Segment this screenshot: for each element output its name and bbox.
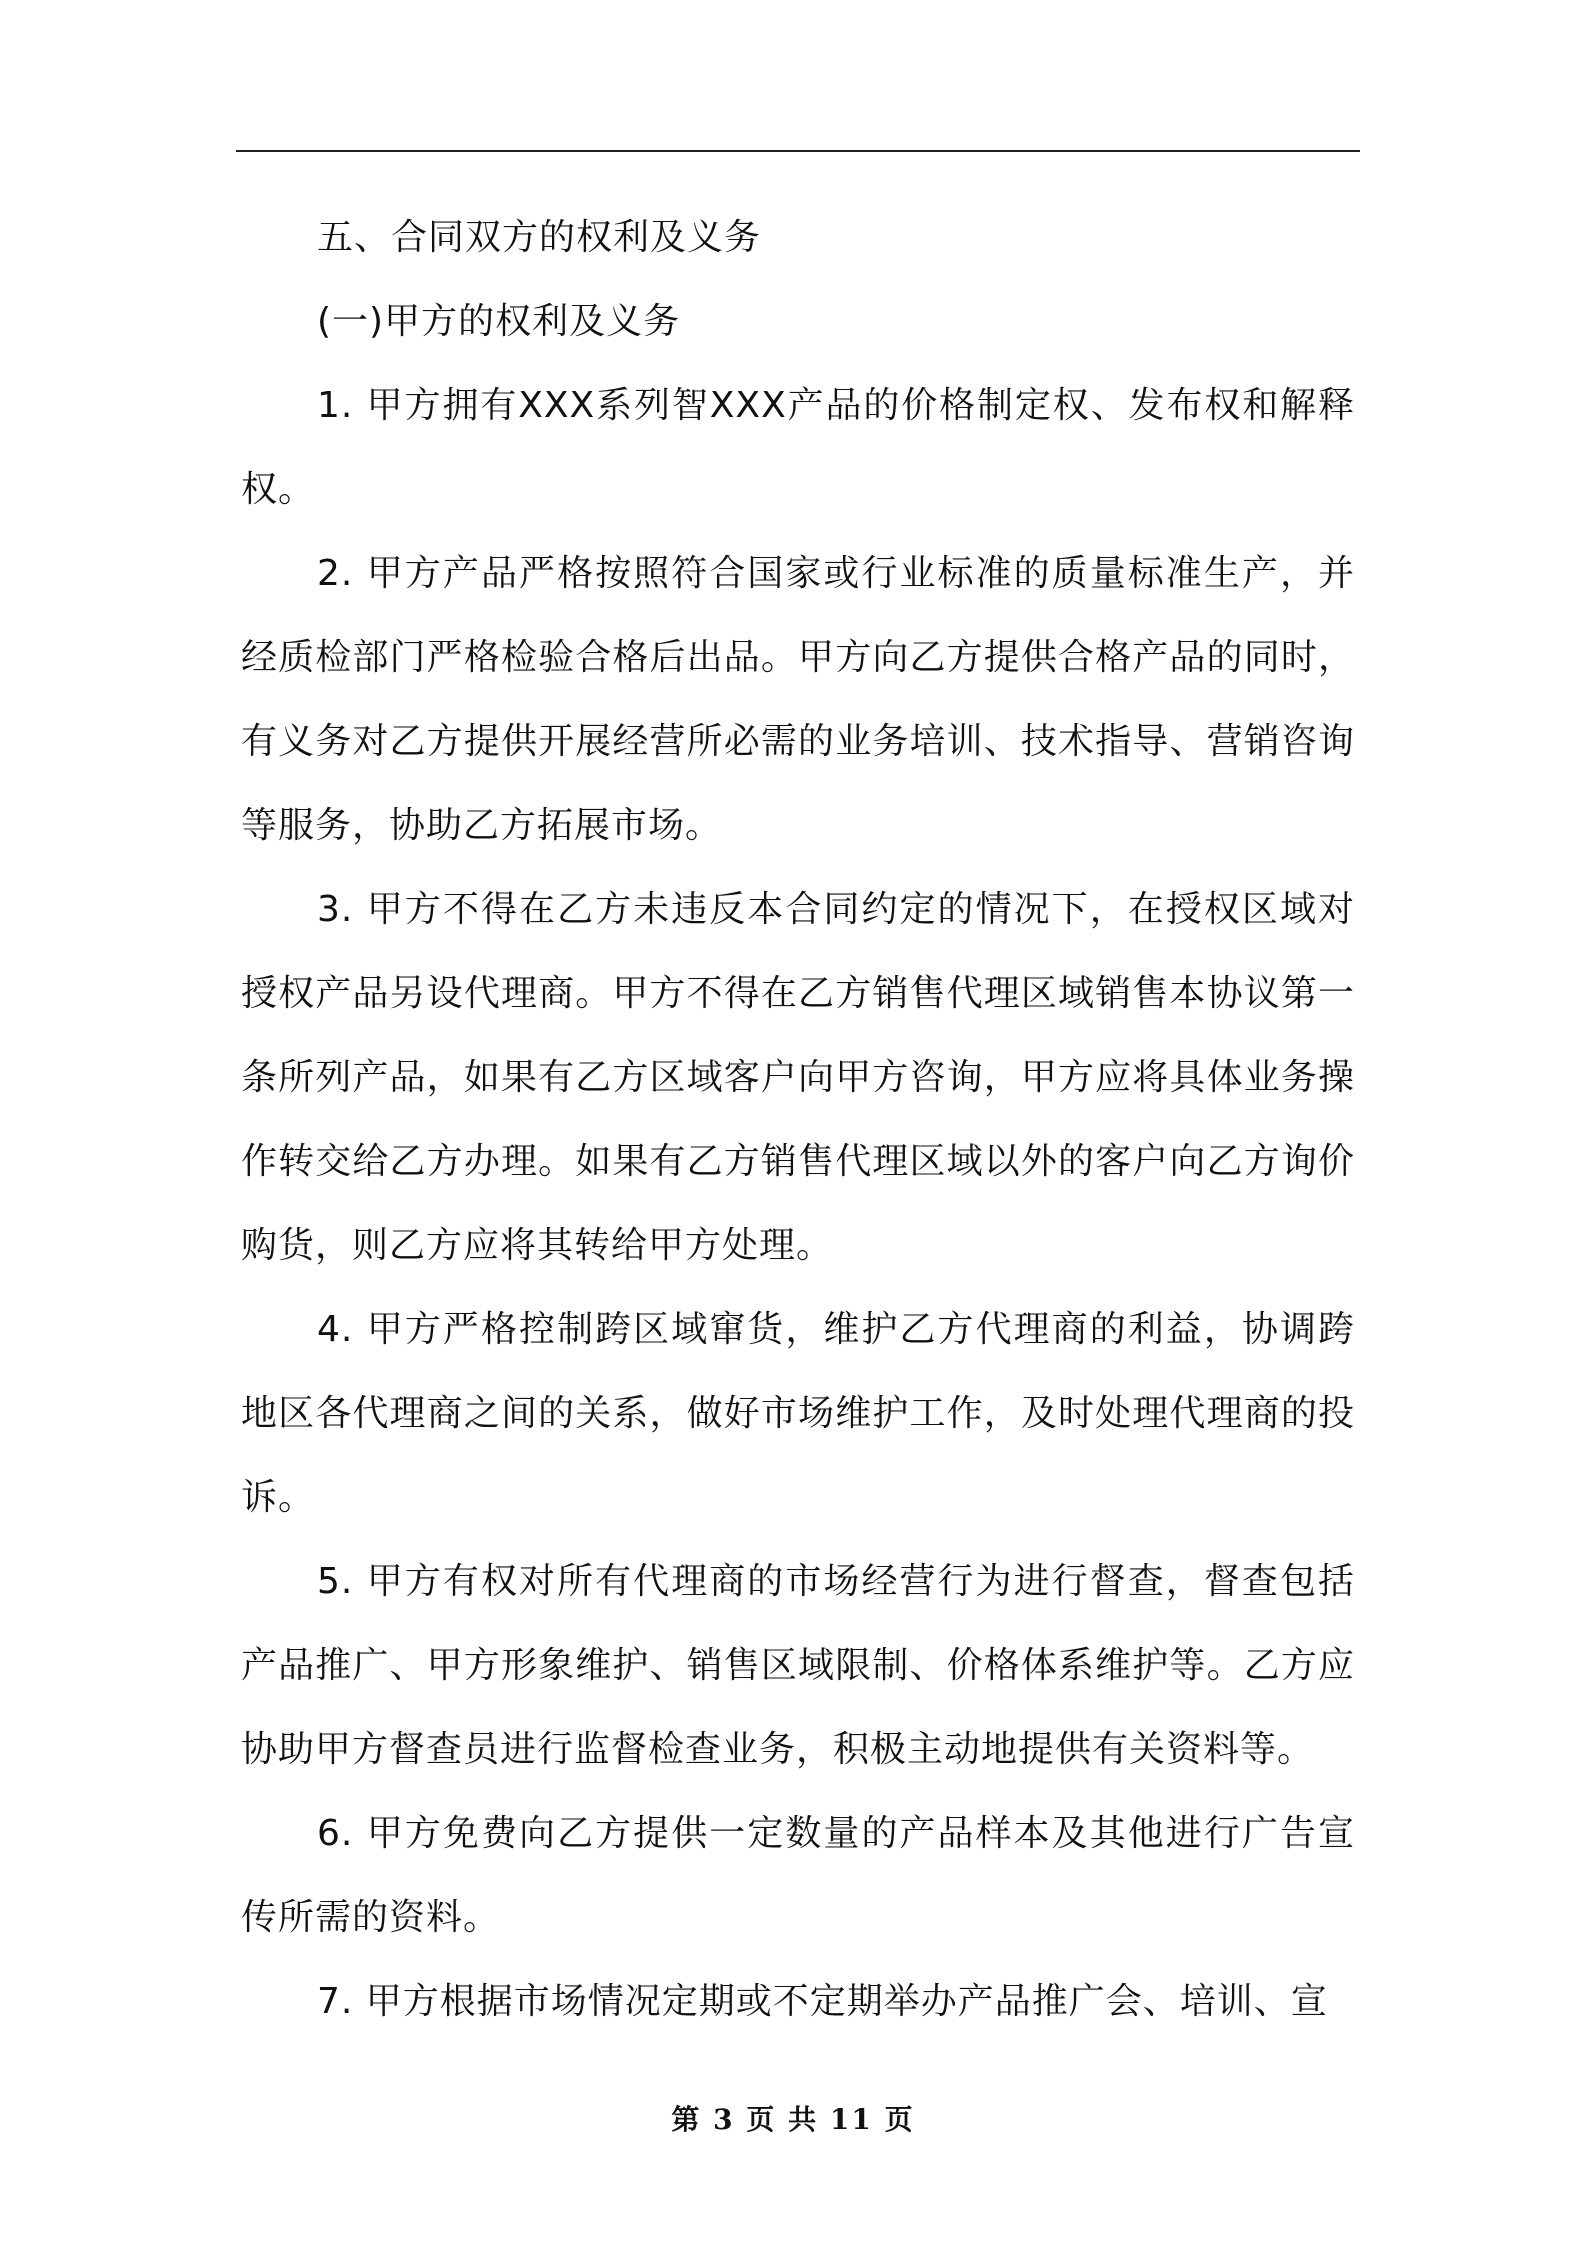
subsection-heading: (一)甲方的权利及义务: [317, 301, 681, 342]
clause-5: 5. 甲方有权对所有代理商的市场经营行为进行督查，督查包括产品推广、甲方形象维护、销售区域限制、价格体系维护等。乙方应协助甲方督查员进行监督检查业务，积极主动地提供有关资料等。: [241, 1561, 1355, 1770]
header-rule: [236, 150, 1360, 152]
page-number: 第 3 页 共 11 页: [671, 2103, 915, 2136]
clause-1: 1. 甲方拥有XXX系列智XXX产品的价格制定权、发布权和解释权。: [241, 385, 1355, 510]
clause-3: 3. 甲方不得在乙方未违反本合同约定的情况下，在授权区域对授权产品另设代理商。甲方不得在乙方销售代理区域销售本协议第一条所列产品，如果有乙方区域客户向甲方咨询，甲方应将具体业务操作转交给乙方办理。如果有乙方销售代理区域以外的客户向乙方询价购货，则乙方应将其转给甲方处理。: [241, 889, 1355, 1266]
document-body: [241, 196, 1355, 2044]
clause-4: 4. 甲方严格控制跨区域窜货，维护乙方代理商的利益，协调跨地区各代理商之间的关系，做好市场维护工作，及时处理代理商的投诉。: [241, 1309, 1355, 1518]
clause-6: 6. 甲方免费向乙方提供一定数量的产品样本及其他进行广告宣传所需的资料。: [241, 1813, 1355, 1938]
clause-2: 2. 甲方产品严格按照符合国家或行业标准的质量标准生产，并经质检部门严格检验合格后出品。甲方向乙方提供合格产品的同时，有义务对乙方提供开展经营所必需的业务培训、技术指导、营销咨询等服务，协助乙方拓展市场。: [241, 553, 1355, 846]
section-heading: 五、合同双方的权利及义务: [317, 217, 762, 258]
clause-7: 7. 甲方根据市场情况定期或不定期举办产品推广会、培训、宣: [317, 1981, 1328, 2022]
